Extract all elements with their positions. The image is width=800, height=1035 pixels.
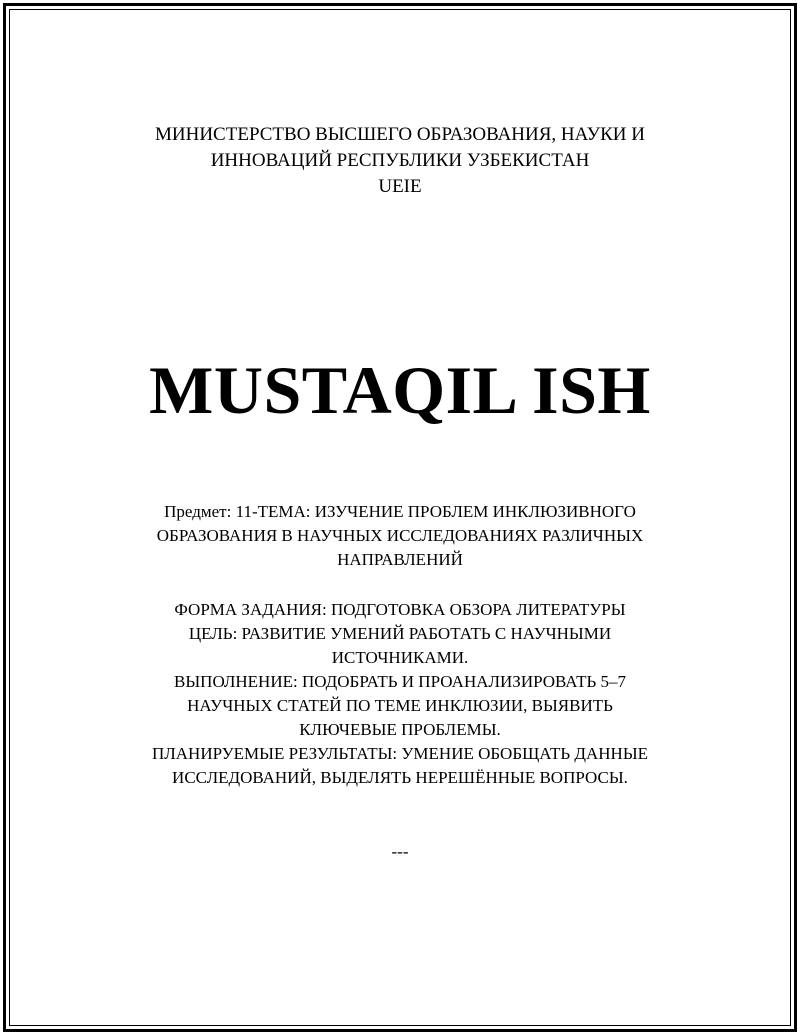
assignment-results-line-2: ИССЛЕДОВАНИЙ, ВЫДЕЛЯТЬ НЕРЕШЁННЫЕ ВОПРОСЫ. xyxy=(172,768,628,787)
assignment-goal-line-2: ИСТОЧНИКАМИ. xyxy=(331,648,469,667)
assignment-execution-line-3: КЛЮЧЕВЫЕ ПРОБЛЕМЫ. xyxy=(299,720,501,739)
assignment-execution-line-1: ВЫПОЛНЕНИЕ: ПОДОБРАТЬ И ПРОАНАЛИЗИРОВАТЬ 5–7 xyxy=(174,672,626,691)
subject-line-3: НАПРАВЛЕНИЙ xyxy=(337,550,463,569)
assignment-form: ФОРМА ЗАДАНИЯ: ПОДГОТОВКА ОБЗОРА ЛИТЕРАТУРЫ xyxy=(174,600,626,619)
subject-block xyxy=(60,500,740,572)
ministry-header xyxy=(60,122,740,200)
assignment-results-line-1: ПЛАНИРУЕМЫЕ РЕЗУЛЬТАТЫ: УМЕНИЕ ОБОБЩАТЬ ДАННЫЕ xyxy=(151,744,649,763)
assignment-details xyxy=(60,598,740,790)
document-title: MUSTAQIL ISH xyxy=(149,352,651,428)
assignment-execution-line-2: НАУЧНЫХ СТАТЕЙ ПО ТЕМЕ ИНКЛЮЗИИ, ВЫЯВИТЬ xyxy=(187,696,613,715)
subject-line-2: ОБРАЗОВАНИЯ В НАУЧНЫХ ИССЛЕДОВАНИЯХ РАЗЛИЧНЫХ xyxy=(156,526,644,545)
ministry-line-1: МИНИСТЕРСТВО ВЫСШЕГО ОБРАЗОВАНИЯ, НАУКИ И xyxy=(155,124,645,145)
assignment-goal-line-1: ЦЕЛЬ: РАЗВИТИЕ УМЕНИЙ РАБОТАТЬ С НАУЧНЫМИ xyxy=(188,624,612,643)
ministry-line-2: ИННОВАЦИЙ РЕСПУБЛИКИ УЗБЕКИСТАН xyxy=(210,150,590,171)
separator: --- xyxy=(391,842,409,861)
institution-abbreviation: UEIE xyxy=(378,176,422,197)
subject-line-1: Предмет: 11-ТЕМА: ИЗУЧЕНИЕ ПРОБЛЕМ ИНКЛЮЗИВНОГО xyxy=(164,502,636,521)
